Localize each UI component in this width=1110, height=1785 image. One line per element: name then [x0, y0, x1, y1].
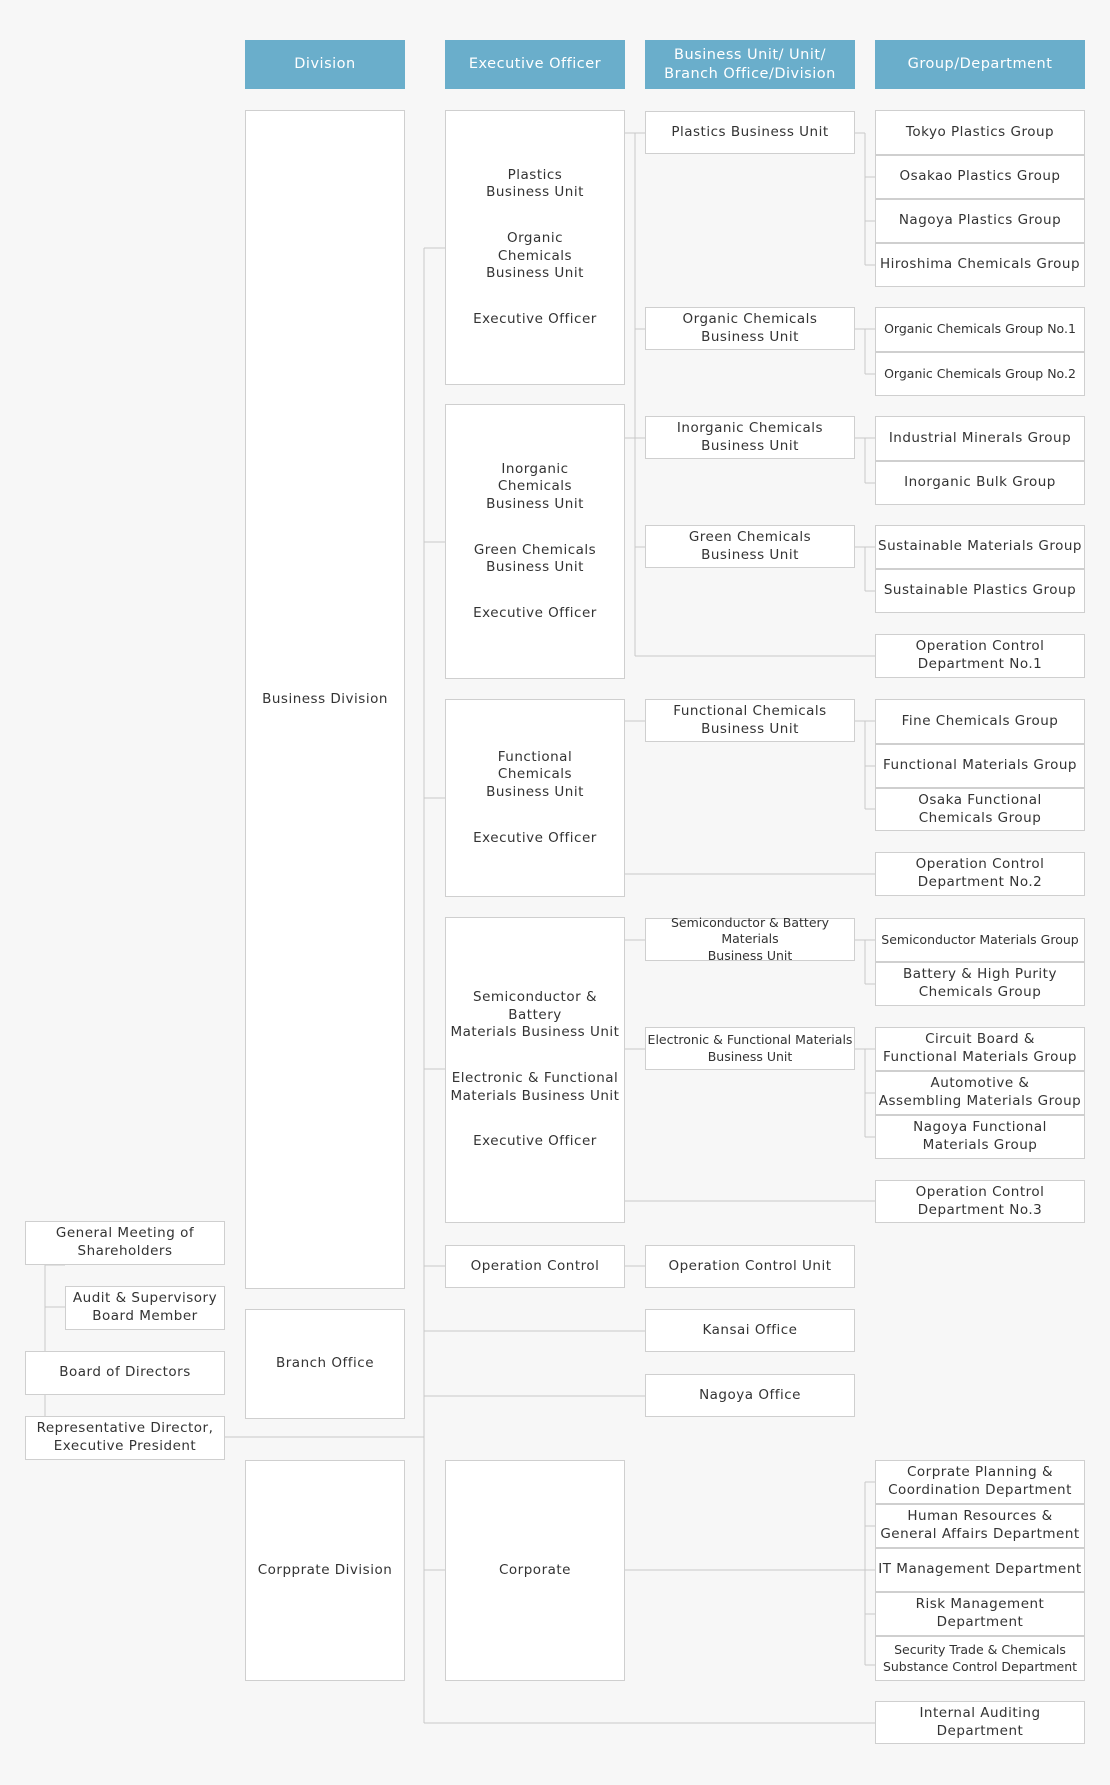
group-nagoya-functional: Nagoya Functional Materials Group [875, 1115, 1085, 1159]
eo-line: Inorganic Chemicals Business Unit [486, 460, 584, 512]
header-group-department: Group/Department [875, 40, 1085, 89]
group-hiroshima-chemicals: Hiroshima Chemicals Group [875, 243, 1085, 287]
dept-operation-control-2: Operation Control Department No.2 [875, 852, 1085, 896]
dept-corporate-planning: Corprate Planning & Coordination Department [875, 1460, 1085, 1504]
eo-line: Organic Chemicals Business Unit [486, 229, 584, 282]
dept-operation-control-1: Operation Control Department No.1 [875, 634, 1085, 678]
group-inorganic-bulk: Inorganic Bulk Group [875, 461, 1085, 505]
gov-shareholders: General Meeting of Shareholders [25, 1221, 225, 1265]
eo-line: Executive Officer [473, 1133, 597, 1150]
dept-operation-control-3: Operation Control Department No.3 [875, 1180, 1085, 1223]
group-organic-2: Organic Chemicals Group No.2 [875, 352, 1085, 396]
eo-line: Plastics Business Unit [486, 166, 584, 201]
eo-line: Green Chemicals Business Unit [473, 541, 597, 576]
bu-green: Green Chemicals Business Unit [645, 525, 855, 568]
eo-line: Executive Officer [473, 604, 597, 621]
dept-risk-management: Risk Management Department [875, 1592, 1085, 1636]
executive-officer-inorganic-green [445, 404, 625, 679]
group-industrial-minerals: Industrial Minerals Group [875, 416, 1085, 461]
header-executive-officer: Executive Officer [445, 40, 625, 89]
division-business: Business Division [245, 110, 405, 1289]
executive-officer-functional [445, 699, 625, 897]
dept-security-trade: Security Trade & Chemicals Substance Control Department [875, 1636, 1085, 1681]
bu-functional: Functional Chemicals Business Unit [645, 699, 855, 742]
division-corporate: Corpprate Division [245, 1460, 405, 1681]
bu-nagoya-office: Nagoya Office [645, 1374, 855, 1417]
executive-officer-operation-control: Operation Control [445, 1245, 625, 1288]
group-functional-materials: Functional Materials Group [875, 744, 1085, 788]
group-automotive: Automotive & Assembling Materials Group [875, 1071, 1085, 1115]
group-nagoya-plastics: Nagoya Plastics Group [875, 199, 1085, 243]
header-division: Division [245, 40, 405, 89]
group-semiconductor-materials: Semiconductor Materials Group [875, 918, 1085, 962]
dept-it-management: IT Management Department [875, 1548, 1085, 1592]
group-battery-high-purity: Battery & High Purity Chemicals Group [875, 962, 1085, 1006]
eo-line: Functional Chemicals Business Unit [486, 748, 584, 800]
bu-operation-control-unit: Operation Control Unit [645, 1245, 855, 1288]
bu-plastics: Plastics Business Unit [645, 111, 855, 154]
gov-representative-director: Representative Director, Executive President [25, 1416, 225, 1460]
eo-line: Executive Officer [473, 310, 597, 327]
bu-inorganic: Inorganic Chemicals Business Unit [645, 416, 855, 459]
bu-semiconductor: Semiconductor & Battery Materials Business Unit [645, 918, 855, 961]
eo-line: Semiconductor & Battery Materials Business Unit [450, 989, 620, 1041]
group-sustainable-plastics: Sustainable Plastics Group [875, 569, 1085, 613]
dept-hr-ga: Human Resources & General Affairs Department [875, 1504, 1085, 1548]
group-organic-1: Organic Chemicals Group No.1 [875, 307, 1085, 352]
division-branch: Branch Office [245, 1309, 405, 1419]
group-circuit-board: Circuit Board & Functional Materials Group [875, 1027, 1085, 1071]
group-fine-chemicals: Fine Chemicals Group [875, 699, 1085, 744]
bu-kansai-office: Kansai Office [645, 1309, 855, 1352]
eo-line: Electronic & Functional Materials Business Unit [450, 1070, 620, 1104]
executive-officer-semiconductor-electronic [445, 917, 625, 1223]
group-tokyo-plastics: Tokyo Plastics Group [875, 110, 1085, 155]
executive-officer-plastics-organic [445, 110, 625, 385]
bu-electronic: Electronic & Functional Materials Business Unit [645, 1027, 855, 1070]
header-business-unit: Business Unit/ Unit/ Branch Office/Division [645, 40, 855, 89]
executive-officer-corporate: Corporate [445, 1460, 625, 1681]
eo-line: Executive Officer [473, 829, 597, 846]
group-osakao-plastics: Osakao Plastics Group [875, 155, 1085, 199]
bu-organic: Organic Chemicals Business Unit [645, 307, 855, 350]
dept-internal-auditing: Internal Auditing Department [875, 1701, 1085, 1744]
gov-board-directors: Board of Directors [25, 1351, 225, 1395]
gov-audit-board: Audit & Supervisory Board Member [65, 1286, 225, 1330]
group-osaka-functional: Osaka Functional Chemicals Group [875, 788, 1085, 831]
group-sustainable-materials: Sustainable Materials Group [875, 525, 1085, 569]
